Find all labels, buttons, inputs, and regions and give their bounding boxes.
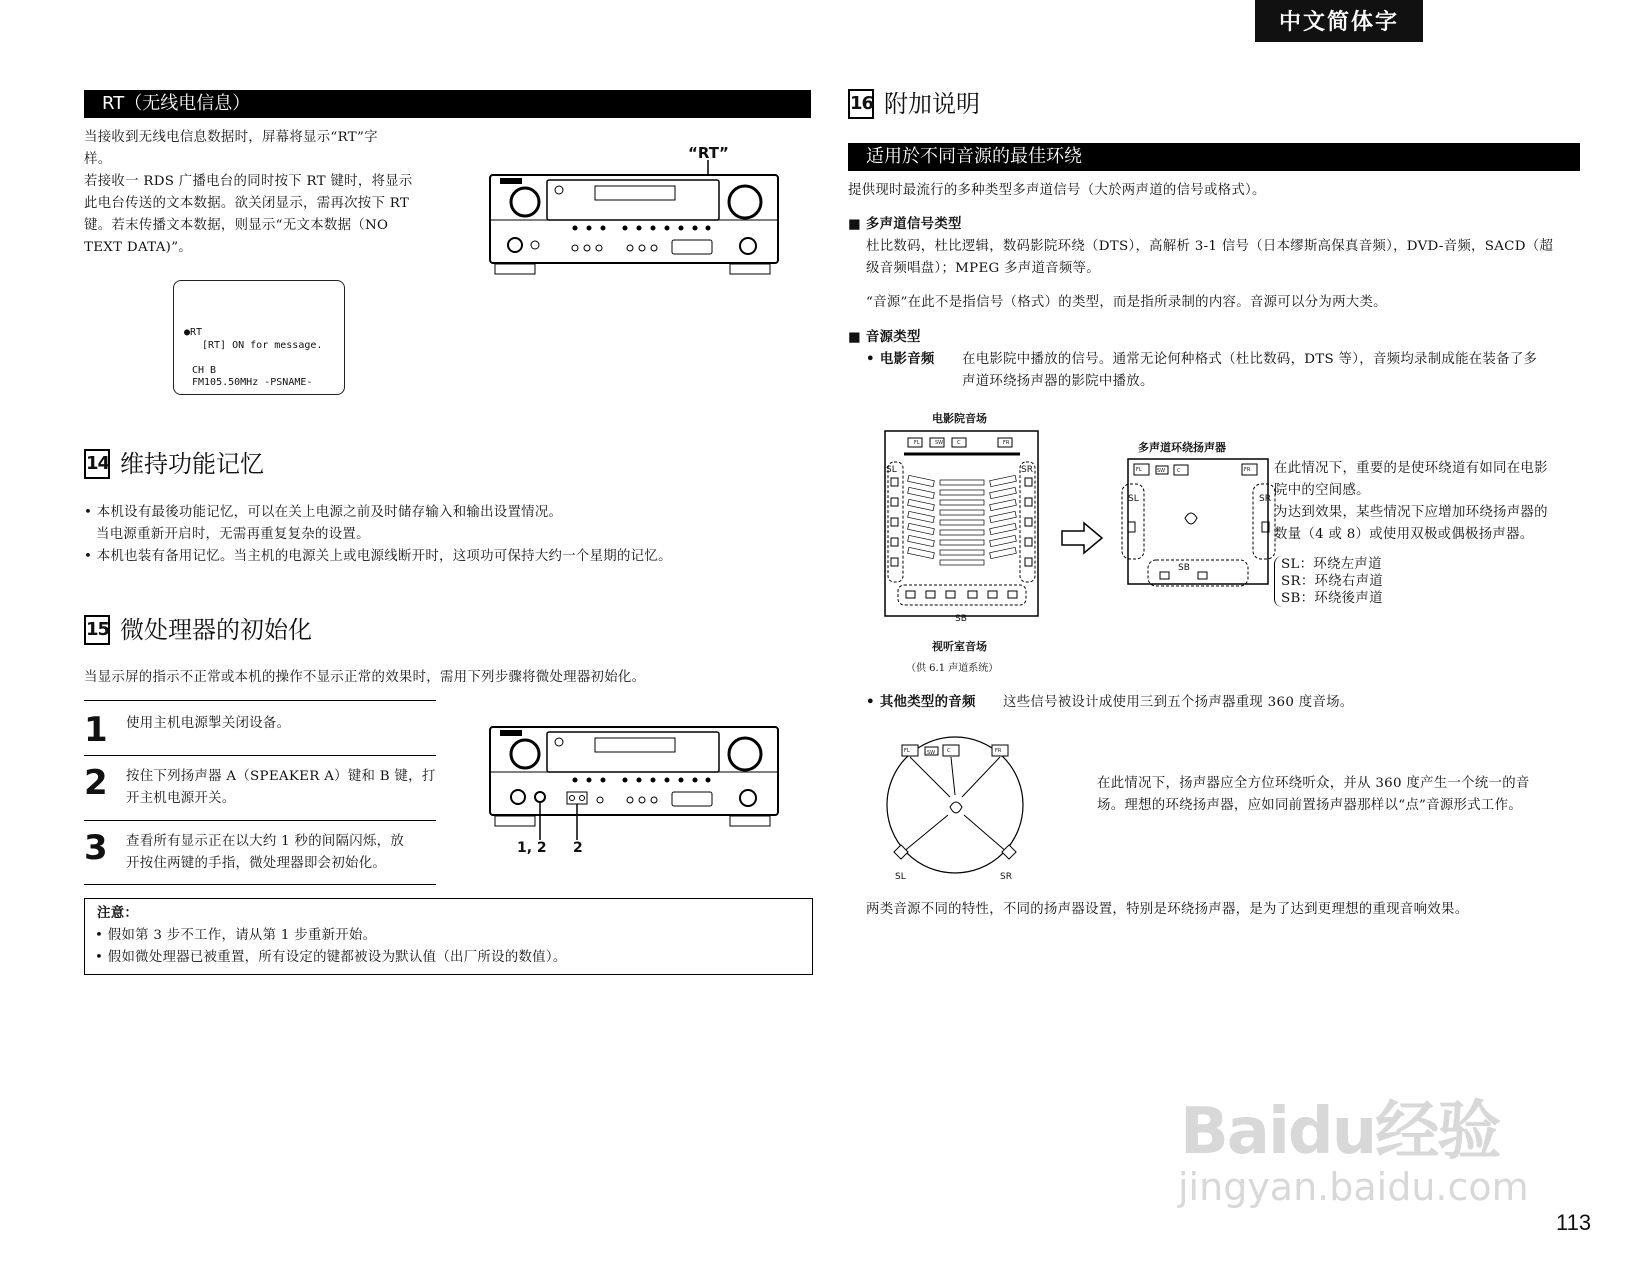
body-line: 在电影院中播放的信号。通常无论何种格式（杜比数码，DTS 等），音频均录制成能在装备了多 bbox=[962, 352, 1538, 367]
circle-sl: SL bbox=[895, 872, 906, 882]
note-item: • 假如微处理器已被重置，所有设定的键都被设为默认值（出厂所设的数值）。 bbox=[95, 950, 567, 965]
surround-legend bbox=[1274, 556, 1383, 607]
movie-explanation bbox=[1274, 458, 1584, 546]
home-fl: FL bbox=[1136, 467, 1142, 473]
cinema-layout-diagram bbox=[880, 428, 1045, 628]
section-number: 15 bbox=[84, 615, 110, 645]
section-number: 14 bbox=[84, 449, 110, 479]
body-line: 在此情况下，扬声器应全方位环绕听众，并从 360 度产生一个统一的音 bbox=[1097, 776, 1530, 791]
lcd-line: ●RT bbox=[184, 327, 203, 338]
cinema-sb: SB bbox=[955, 614, 967, 624]
circle-sw: SW bbox=[927, 750, 936, 756]
display-screen-illustration bbox=[173, 280, 345, 395]
home-c: C bbox=[1177, 468, 1181, 474]
legend-item: SB：环绕後声道 bbox=[1281, 591, 1383, 606]
callout-speaker-buttons: 2 bbox=[573, 840, 583, 856]
note-box bbox=[84, 898, 813, 975]
home-speakers-title: 多声道环绕扬声器 bbox=[1138, 441, 1226, 454]
rt-description bbox=[84, 127, 444, 259]
divider bbox=[84, 820, 436, 821]
arrow-right-icon bbox=[1060, 520, 1105, 556]
body-line: 在此情况下，重要的是使环绕道有如同在电影 bbox=[1274, 461, 1548, 476]
cinema-fr: FR bbox=[1003, 440, 1010, 446]
cinema-c: C bbox=[957, 440, 961, 446]
note-item: • 假如第 3 步不工作，请从第 1 步重新开始。 bbox=[95, 928, 377, 943]
bullet-continuation: 当电源重新开启时，无需再重复复杂的设置。 bbox=[96, 527, 370, 542]
rt-line: 样。 bbox=[84, 152, 112, 167]
body-line: 杜比数码，杜比逻辑，数码影院环绕（DTS），高解析 3-1 信号（日本缪斯高保真音频），DVD-音频，SACD（超 bbox=[866, 239, 1554, 254]
movie-audio-label: • 电影音频 bbox=[866, 352, 935, 367]
bullet-item: • 本机也装有备用记忆。当主机的电源关上或电源线断开时，这项功可保持大约一个星期的记忆。 bbox=[84, 549, 672, 564]
multichannel-body bbox=[866, 236, 1581, 280]
section-14-body bbox=[84, 502, 804, 568]
section-title: 维持功能记忆 bbox=[120, 450, 264, 478]
cinema-sr: SR bbox=[1021, 465, 1033, 475]
step-number: 3 bbox=[84, 828, 108, 868]
step-line: 按住下列扬声器 A（SPEAKER A）键和 B 键，打 bbox=[126, 769, 436, 784]
watermark-logo: Baidu经验 bbox=[1180, 1095, 1500, 1169]
rt-callout-label: “RT” bbox=[688, 144, 729, 162]
divider bbox=[84, 700, 436, 701]
intro-text: 提供现时最流行的多种类型多声道信号（大於两声道的信号或格式）。 bbox=[848, 183, 1266, 198]
callout-power-button: 1, 2 bbox=[517, 840, 547, 856]
step-line: 开按住两键的手指，微处理器即会初始化。 bbox=[126, 856, 387, 871]
circle-sr: SR bbox=[1000, 872, 1012, 882]
listening-room-subtitle: （供 6.1 声道系统） bbox=[906, 663, 999, 674]
multichannel-heading: ■ 多声道信号类型 bbox=[848, 217, 962, 232]
rt-section-bar: RT（无线电信息） bbox=[84, 90, 811, 118]
360-speaker-diagram bbox=[880, 735, 1030, 885]
note-title: 注意： bbox=[97, 906, 139, 921]
rt-line: TEXT DATA)”。 bbox=[84, 240, 193, 255]
section-14-heading bbox=[84, 449, 264, 479]
surround-section-bar: 适用於不同音源的最佳环绕 bbox=[848, 143, 1580, 171]
step-text bbox=[126, 766, 436, 810]
rt-line: 当接收到无线电信息数据时，屏幕将显示“RT”字 bbox=[84, 130, 378, 145]
step-text bbox=[126, 831, 404, 875]
home-layout-diagram bbox=[1118, 456, 1278, 591]
lcd-line: FM105.50MHz -PSNAME- bbox=[192, 377, 313, 388]
bullet-item: • 本机设有最後功能记忆，可以在关上电源之前及时储存输入和输出设置情况。 bbox=[84, 505, 563, 520]
section-15-intro: 当显示屏的指示不正常或本机的操作不显示正常的效果时，需用下列步骤将微处理器初始化。 bbox=[84, 670, 646, 685]
body-line: 级音频唱盘）；MPEG 多声道音频等。 bbox=[866, 261, 1100, 276]
legend-item: SL：环绕左声道 bbox=[1281, 557, 1382, 572]
rt-line: 键。若末传播文本数据，则显示“无文本数据（NO bbox=[84, 218, 389, 233]
home-sr: SR bbox=[1259, 494, 1271, 504]
source-type-heading: ■ 音源类型 bbox=[848, 330, 921, 345]
section-15-heading bbox=[84, 615, 312, 645]
body-line: 声道环绕扬声器的影院中播放。 bbox=[962, 374, 1154, 389]
divider bbox=[84, 755, 436, 756]
step-line: 开主机电源开关。 bbox=[126, 791, 236, 806]
rt-line: 若接收一 RDS 广播电台的同时按下 RT 键时，将显示 bbox=[84, 174, 413, 189]
section-title: 微处理器的初始化 bbox=[120, 616, 312, 644]
source-note: “音源”在此不是指信号（格式）的类型，而是指所录制的内容。音源可以分为两大类。 bbox=[866, 295, 1387, 310]
section-title: 附加说明 bbox=[884, 90, 980, 118]
language-tab: 中文简体字 bbox=[1255, 0, 1423, 42]
step-text: 使用主机电源掣关闭设备。 bbox=[126, 716, 291, 731]
section-16-heading bbox=[848, 89, 980, 119]
other-audio-explanation bbox=[1097, 773, 1587, 817]
listening-room-title: 视听室音场 bbox=[932, 640, 987, 653]
circle-fl: FL bbox=[904, 748, 910, 754]
step-number: 1 bbox=[84, 710, 108, 750]
step-number: 2 bbox=[84, 763, 108, 803]
cinema-sw: SW bbox=[935, 440, 944, 446]
divider bbox=[84, 884, 436, 885]
circle-fr: FR bbox=[995, 748, 1002, 754]
cinema-title: 电影院音场 bbox=[932, 412, 987, 425]
home-sw: SW bbox=[1157, 468, 1166, 474]
home-fr: FR bbox=[1244, 467, 1251, 473]
legend-item: SR：环绕右声道 bbox=[1281, 574, 1383, 589]
receiver-front-panel-init bbox=[485, 722, 785, 857]
cinema-fl: FL bbox=[914, 440, 920, 446]
home-sl: SL bbox=[1128, 494, 1139, 504]
page-number: 113 bbox=[1556, 1210, 1592, 1235]
other-audio-desc: 这些信号被设计成使用三到五个扬声器重现 360 度音场。 bbox=[1003, 695, 1354, 710]
movie-audio-desc bbox=[962, 349, 1582, 393]
rt-line: 此电台传送的文本数据。欲关闭显示，需再次按下 RT bbox=[84, 196, 410, 211]
body-line: 数量（4 或 8）或使用双极或偶极扬声器。 bbox=[1274, 527, 1534, 542]
section-number: 16 bbox=[848, 89, 874, 119]
lcd-line: CH B bbox=[192, 365, 217, 376]
watermark-url: jingyan.baidu.com bbox=[1178, 1165, 1529, 1209]
body-line: 场。理想的环绕扬声器，应如同前置扬声器那样以“点”音源形式工作。 bbox=[1097, 798, 1523, 813]
body-line: 为达到效果，某些情况下应增加环绕扬声器的 bbox=[1274, 505, 1548, 520]
body-line: 院中的空间感。 bbox=[1274, 483, 1370, 498]
receiver-front-panel-rt bbox=[485, 160, 785, 280]
circle-c: C bbox=[947, 748, 951, 754]
cinema-sl: SL bbox=[886, 465, 897, 475]
step-line: 查看所有显示正在以大约 1 秒的间隔闪烁，放 bbox=[126, 834, 405, 849]
conclusion-text: 两类音源不同的特性，不同的扬声器设置，特别是环绕扬声器，是为了达到更理想的重现音响效果。 bbox=[866, 902, 1469, 917]
lcd-line: [RT] ON for message. bbox=[202, 340, 323, 351]
home-sb: SB bbox=[1178, 563, 1190, 573]
other-audio-label: • 其他类型的音频 bbox=[866, 695, 976, 710]
